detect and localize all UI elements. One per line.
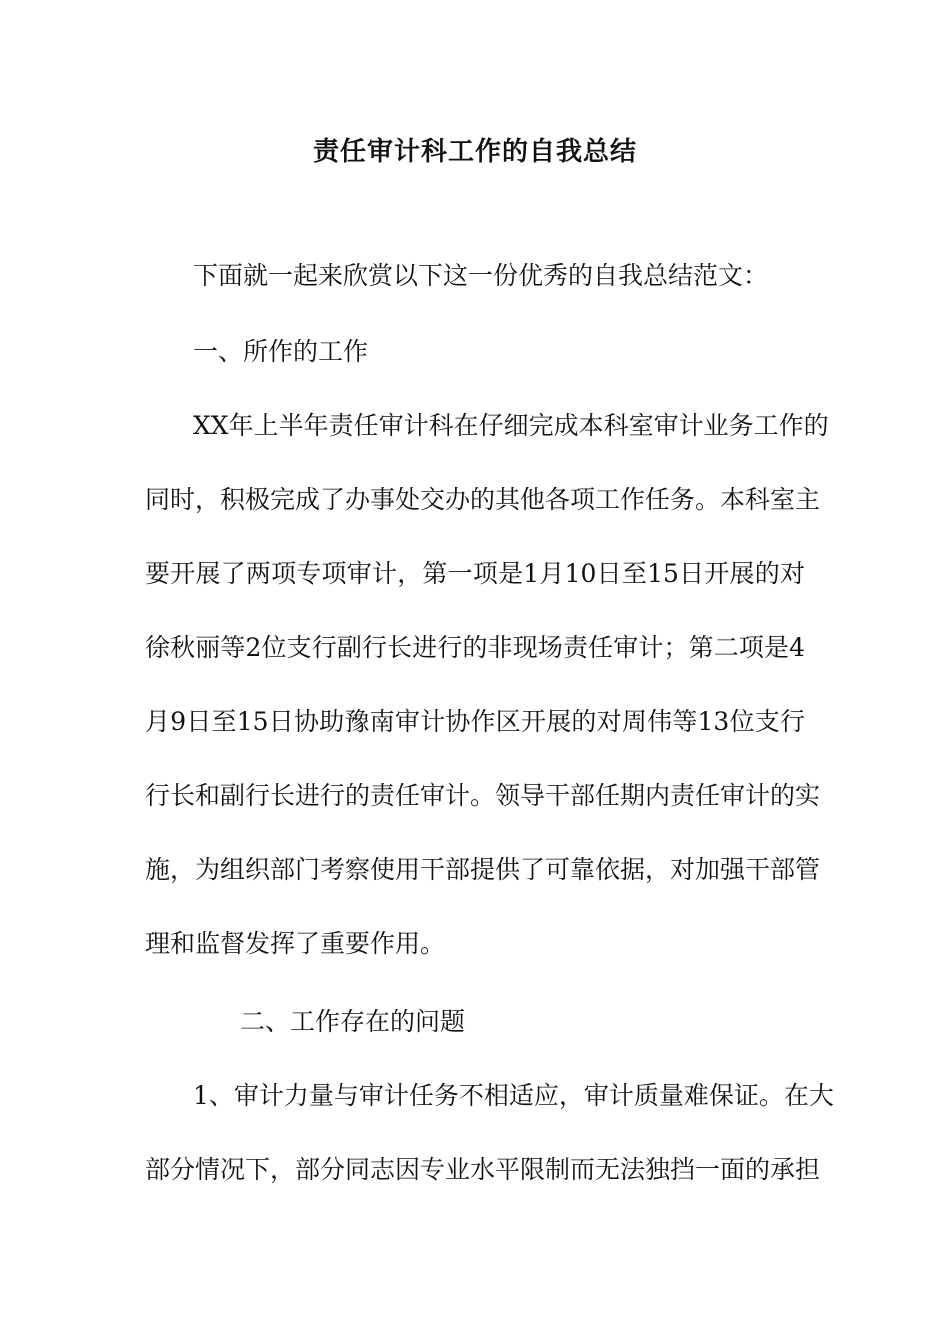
section-heading-2: 二、工作存在的问题 <box>240 1007 466 1036</box>
document-title: 责任审计科工作的自我总结 <box>312 137 637 167</box>
paragraph-line: 徐秋丽等2位支行副行长进行的非现场责任审计；第二项是4 <box>145 633 805 662</box>
paragraph-line: 行长和副行长进行的责任审计。领导干部任期内责任审计的实 <box>145 781 821 810</box>
paragraph-line: 部分情况下，部分同志因专业水平限制而无法独挡一面的承担 <box>145 1155 821 1184</box>
section-heading-1: 一、所作的工作 <box>193 337 369 366</box>
paragraph-line: 理和监督发挥了重要作用。 <box>145 929 446 958</box>
paragraph-line: 施，为组织部门考察使用干部提供了可靠依据，对加强干部管 <box>145 855 821 884</box>
intro-paragraph: 下面就一起来欣赏以下这一份优秀的自我总结范文： <box>193 261 769 290</box>
paragraph-line: 同时，积极完成了办事处交办的其他各项工作任务。本科室主 <box>145 485 821 514</box>
paragraph-line: 要开展了两项专项审计，第一项是1月10日至15日开展的对 <box>145 559 805 588</box>
paragraph-line: 月9日至15日协助豫南审计协作区开展的对周伟等13位支行 <box>145 707 805 736</box>
paragraph-line: 1、审计力量与审计任务不相适应，审计质量难保证。在大 <box>193 1081 834 1110</box>
paragraph-line: XX年上半年责任审计科在仔细完成本科室审计业务工作的 <box>193 411 829 440</box>
